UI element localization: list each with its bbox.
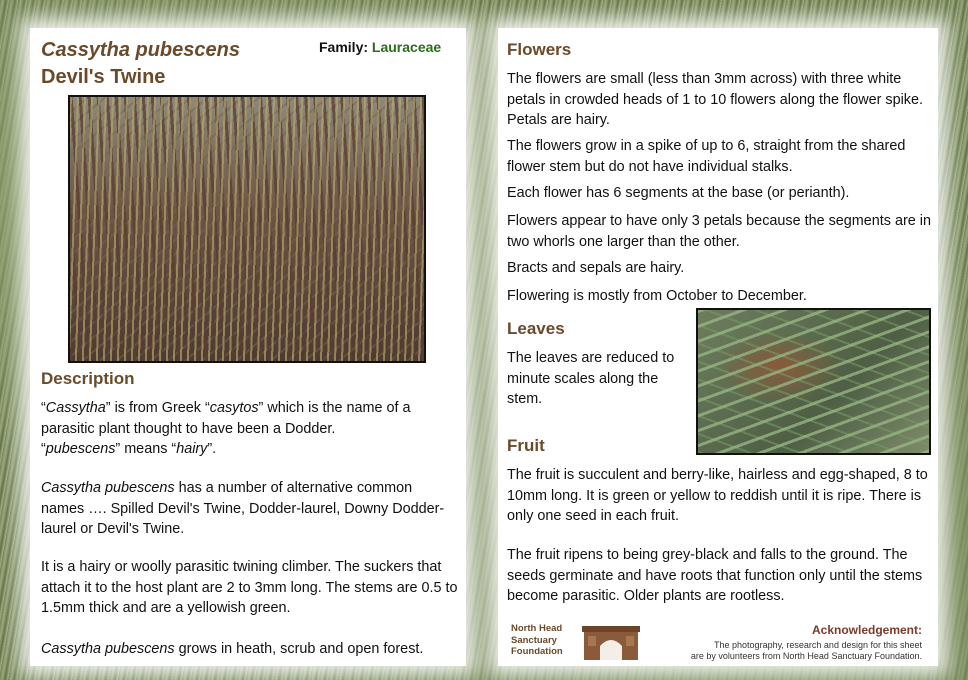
- description-heading: Description: [41, 369, 135, 388]
- leaf-photo: [696, 308, 931, 455]
- meaning-term: hairy: [176, 441, 208, 457]
- fruit-heading: Fruit: [507, 436, 545, 455]
- flowers-paragraph-6: Flowering is mostly from October to December.: [507, 288, 807, 304]
- family-label: Family:: [319, 39, 369, 55]
- fruit-paragraph-2: The fruit ripens to being grey-black and falls to the ground. The seeds germinate and have roots that function only until the stems become parasitic. Older plants are rootless.: [507, 547, 923, 604]
- foundation-logo-text: [511, 623, 563, 658]
- acknowledgement-title: Acknowledgement:: [811, 623, 922, 637]
- desc-text: ” which is the name of a parasitic plant thought to have been a Dodder.: [41, 400, 411, 437]
- ack-line: are by volunteers from North Head Sanctuary Foundation.: [690, 651, 922, 661]
- species-term: Cassytha pubescens: [41, 641, 175, 657]
- description-paragraph-1: [41, 398, 459, 460]
- species-term: pubescens: [45, 441, 116, 457]
- species-name: Cassytha pubescens: [41, 39, 240, 61]
- family-line: [319, 39, 441, 55]
- flowers-paragraph-5: Bracts and sepals are hairy.: [507, 260, 685, 276]
- description-paragraph-2: [41, 478, 459, 540]
- flowers-paragraph-4: Flowers appear to have only 3 petals because the segments are in two whorls one larger than the other.: [507, 213, 931, 250]
- acknowledgement-text: [622, 640, 922, 662]
- right-card: [498, 28, 938, 666]
- left-card: [30, 28, 466, 666]
- ack-line: The photography, research and design for this sheet: [714, 640, 922, 650]
- desc-text: ” means “: [115, 441, 177, 457]
- quote-mark: ”.: [207, 441, 217, 457]
- plant-photo: [68, 95, 426, 363]
- greek-term: casytos: [209, 400, 259, 416]
- flowers-paragraph-2: The flowers grow in a spike of up to 6, straight from the shared flower stem but do not have individual stalks.: [507, 138, 906, 175]
- desc-text: ” is from Greek “: [105, 400, 210, 416]
- quote-mark: “: [41, 400, 46, 416]
- leaves-heading: Leaves: [507, 319, 565, 338]
- logo-line: Foundation: [511, 646, 563, 657]
- fruit-paragraph-1: The fruit is succulent and berry-like, hairless and egg-shaped, 8 to 10mm long. It is green or yellow to reddish until it is ripe. There is only one seed in each fruit.: [507, 467, 928, 524]
- flowers-paragraph-1: The flowers are small (less than 3mm across) with three white petals in crowded heads of 1 to 10 flowers along the flower spike. Petals are hairy.: [507, 71, 923, 128]
- family-value: Lauraceae: [371, 39, 442, 55]
- logo-line: North Head: [511, 623, 563, 634]
- desc-text: grows in heath, scrub and open forest.: [174, 641, 424, 657]
- description-paragraph-4: [41, 639, 459, 660]
- desc-text: has a number of alternative common names …. Spilled Devil's Twine, Dodder-laurel, Downy Dodder-laurel or Devil's Twine.: [41, 480, 445, 537]
- leaves-paragraph: The leaves are reduced to minute scales along the stem.: [507, 350, 675, 407]
- genus-term: Cassytha: [45, 400, 106, 416]
- species-term: Cassytha pubescens: [41, 480, 175, 496]
- common-name: Devil's Twine: [41, 66, 166, 88]
- quote-mark: “: [41, 441, 46, 457]
- flowers-paragraph-3: Each flower has 6 segments at the base (or perianth).: [507, 185, 850, 201]
- flowers-heading: Flowers: [507, 40, 572, 59]
- logo-line: Sanctuary: [511, 634, 557, 646]
- description-paragraph-3: It is a hairy or woolly parasitic twining climber. The suckers that attach it to the host plant are 2 to 3mm long. The stems are 0.5 to 1.5mm thick and are a yellowish green.: [41, 559, 458, 616]
